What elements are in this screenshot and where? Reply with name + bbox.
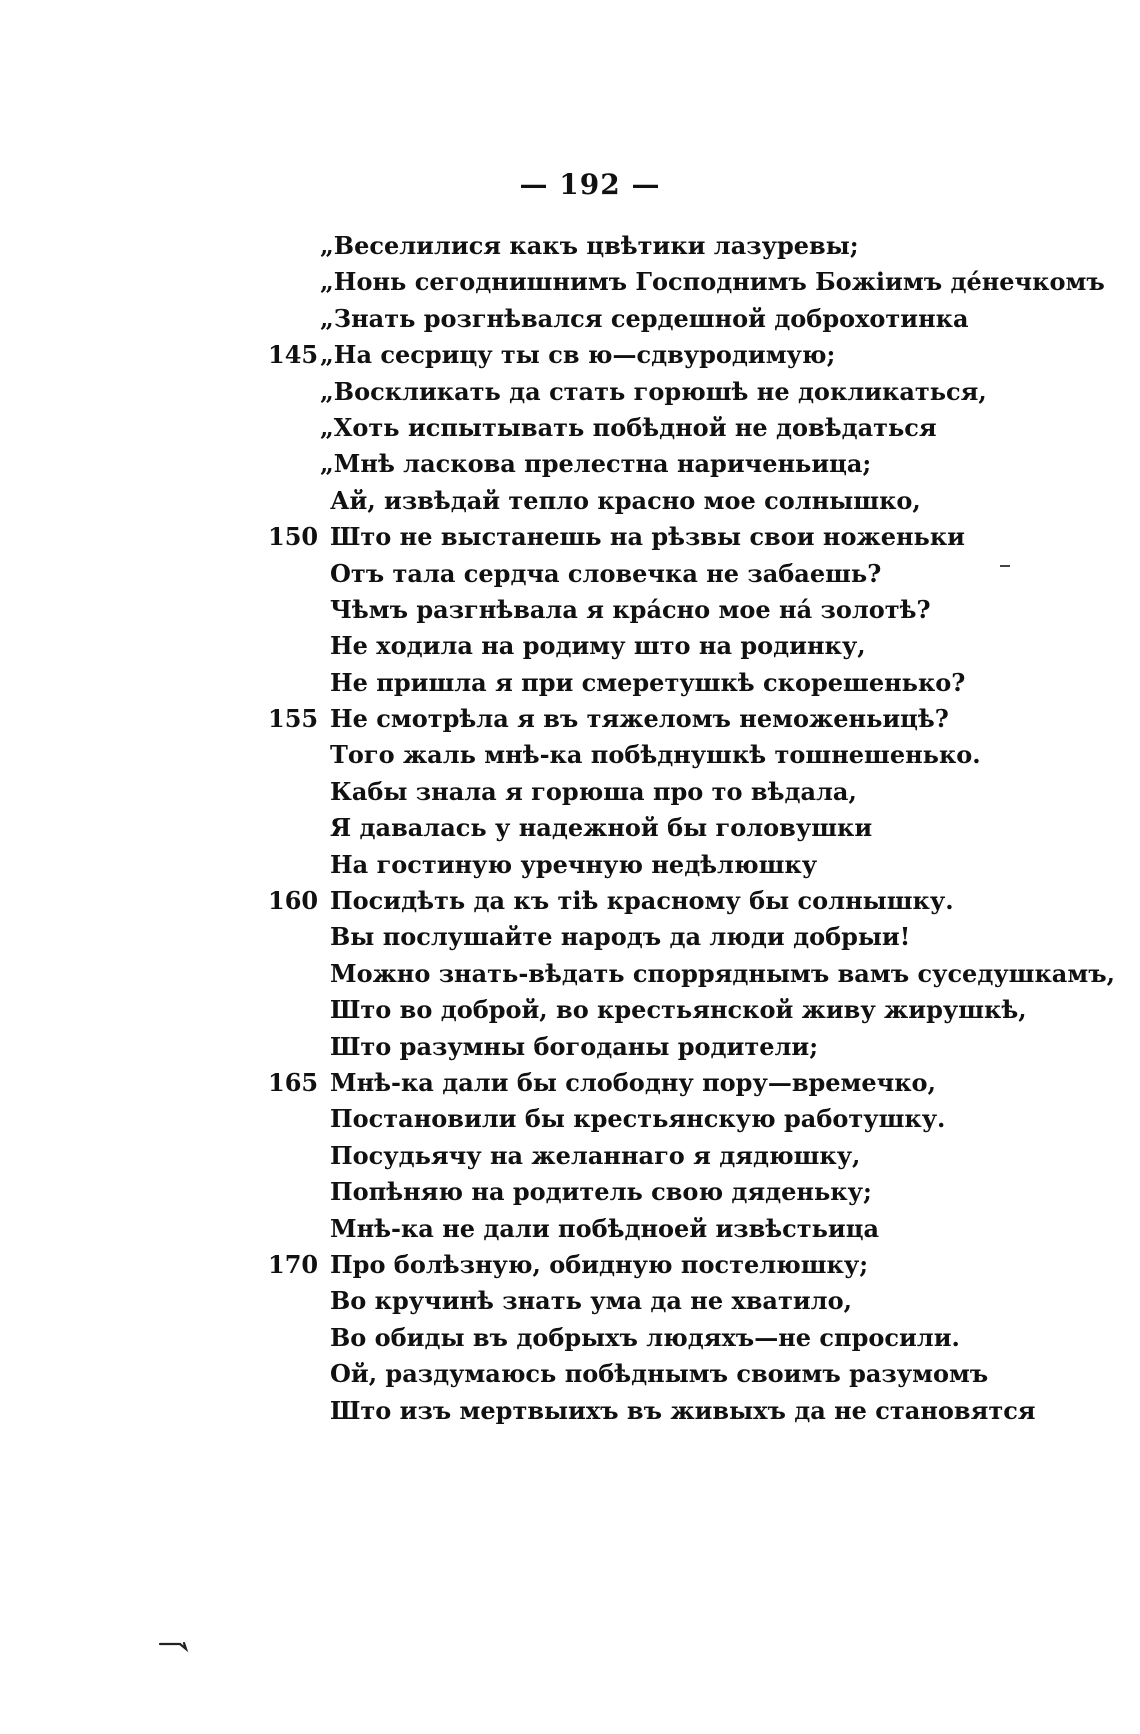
line-number: 145 [268,340,319,370]
line-text: Ой, раздумаюсь побѣднымъ своимъ разумомъ [330,1359,989,1389]
line-number: 160 [268,886,319,916]
stray-ink-mark [158,1640,198,1654]
line-text: Постановили бы крестьянскую работушку. [330,1104,946,1134]
poem-line [270,992,1030,1028]
line-text: Што не выстанешь на рѣзвы свои ноженьки [330,522,965,552]
poem-line [270,1393,1036,1429]
line-text: Посидѣть да къ тiѣ красному бы солнышку. [330,886,954,916]
line-text: Можно знать-вѣдать спорряднымъ вамъ суседушкамъ, [330,958,1115,988]
poem-line [270,1065,1030,1101]
line-text: Посудьячу на желаннаго я дядюшку, [330,1140,861,1170]
poem-line [270,592,1030,628]
poem-line [270,883,1030,919]
poem-line [270,665,1030,701]
line-text: „Нонь сегоднишнимъ Господнимъ Божiимъ де́нечкомъ [320,267,1105,297]
poem-line [270,228,1030,264]
line-text: Я давалась у надежной бы головушки [330,813,873,843]
poem-text-block [268,228,1115,1429]
line-text: Мнѣ-ка не дали побѣдноей извѣстьица [330,1213,879,1243]
line-text: Не смотрѣла я въ тяжеломъ неможеньицѣ? [330,704,949,734]
line-text: Мнѣ-ка дали бы слободну пору—времечко, [330,1067,936,1097]
line-text: „Знать розгнѣвался сердешной доброхотинка [320,303,969,333]
poem-line [270,956,1115,992]
poem-line [270,701,1030,737]
line-text: „Мнѣ ласкова прелестна нариченьица; [320,449,872,479]
page-number: — 192 — [519,168,661,201]
line-text: Про болѣзную, обидную постелюшку; [330,1249,869,1279]
poem-line [270,1174,1030,1210]
line-text: „Хоть испытывать побѣдной не довѣдаться [320,412,937,442]
line-text: Во кручинѣ знать ума да не хватило, [330,1286,852,1316]
poem-line [270,919,1030,955]
line-text: Вы послушайте народъ да люди добрыи! [330,922,911,952]
line-text: Попѣняю на родитель свою дяденьку; [330,1177,872,1207]
line-text: „Воскликать да стать горюшѣ не докликаться, [320,376,987,406]
poem-line [270,1320,1030,1356]
poem-line [270,628,1030,664]
line-text: „На сесрицу ты св ю—сдвуродимую; [320,340,836,370]
poem-line [270,737,1030,773]
poem-line [270,556,1030,592]
poem-line [270,1211,1030,1247]
line-text: Чѣмъ разгнѣвала я кра́сно мое на́ золотѣ? [330,594,931,624]
poem-line [270,519,1030,555]
line-number: 165 [268,1067,319,1097]
poem-line [270,1138,1030,1174]
line-text: Не ходила на родиму што на родинку, [330,631,866,661]
line-text: Не пришла я при смеретушкѣ скорешенько? [330,667,966,697]
poem-line [270,446,1030,482]
line-number: 150 [268,522,319,552]
poem-line [270,410,1030,446]
poem-line [270,1356,1030,1392]
poem-line [270,337,1030,373]
line-text: Што разумны богоданы родители; [330,1031,819,1061]
poem-line [270,810,1030,846]
poem-line [270,264,1105,300]
line-text: Отъ тала сердча словечка не забаешь? [330,558,882,588]
line-text: Того жаль мнѣ-ка побѣднушкѣ тошнешенько. [330,740,981,770]
line-text: Кабы знала я горюша про то вѣдала, [330,776,857,806]
poem-line [270,774,1030,810]
ink-speck [1000,565,1010,567]
poem-line [270,301,1030,337]
line-text: Што изъ мертвыихъ въ живыхъ да не становятся [330,1395,1036,1425]
line-text: „Веселилися какъ цвѣтики лазуревы; [320,231,859,260]
poem-line [270,1101,1030,1137]
line-number: 155 [268,704,319,734]
poem-line [270,1283,1030,1319]
line-text: Што во доброй, во крестьянской живу жирушкѣ, [330,995,1027,1025]
poem-line [270,1247,1030,1283]
line-text: Ай, извѣдай тепло красно мое солнышко, [330,485,921,515]
poem-line [270,847,1030,883]
line-text: На гостиную уречную недѣлюшку [330,849,818,879]
line-text: Во обиды въ добрыхъ людяхъ—не спросили. [330,1322,960,1352]
poem-line [270,374,1030,410]
poem-line [270,1029,1030,1065]
poem-line [270,483,1030,519]
line-number: 170 [268,1249,319,1279]
